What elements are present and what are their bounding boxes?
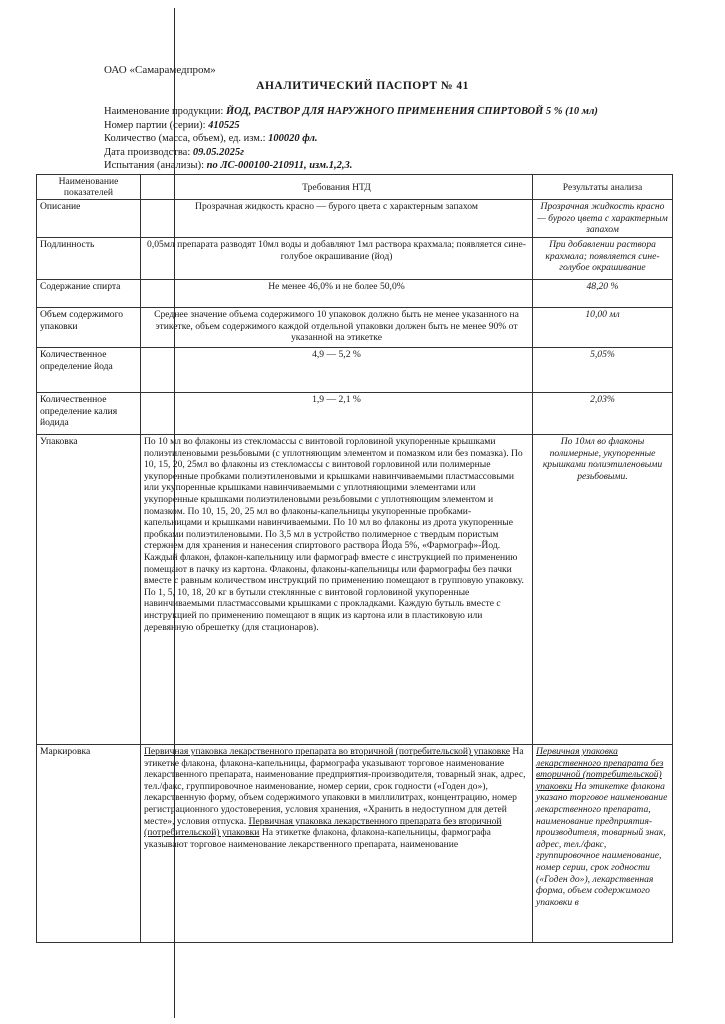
tests-value: по ЛС-000100-210911, изм.1,2,3.: [206, 160, 353, 171]
marking-result-heading: Первичная упаковка лекарственного препарата без вторичной (потребительской) упаковки: [536, 746, 664, 792]
analysis-table: [36, 174, 673, 943]
quantity-value: 100020 фл.: [268, 133, 318, 144]
col-header-results: Результаты анализа: [533, 175, 673, 200]
col-header-requirements: Требования НТД: [141, 175, 533, 200]
table-row: Маркировка Первичная упаковка лекарственного препарата во вторичной (потребительской) упаковке На этикетке флакона, флакона-капельницы, фармографа указывают торговое наименование лекарственного препарата, наименование предприятия-производителя, товарный знак, адрес, тел./факс, группировочное наименование, номер серии, срок годности («Годен до»), лекарственную форму, объем содержимого упаковки в миллилитрах, концентрацию, номер регистрационного удостоверения, условия хранения, «Хранить в недоступном для детей месте», условия отпуска. Первичная упаковка лекарственного препарата без вторичной (потребительской) упаковки На этикетке флакона, флакона-капельницы, фармографа указывают торговое наименование лекарственного препарата, наименование Первичная упаковка лекарственного препарата без вторичной (потребительской) упаковки На этикетке флакона указано торговое наименование лекарственного препарата, наименование предприятия-производителя, товарный знак, адрес, тел./факс, группировочное наименование, номер серии, срок годности («Годен до»), лекарственная форма, объем содержимого упаковки в: [37, 745, 673, 943]
product-value: ЙОД, РАСТВОР ДЛЯ НАРУЖНОГО ПРИМЕНЕНИЯ СПИРТОВОЙ 5 % (10 мл): [225, 106, 598, 117]
col-header-name: Наименование показателей: [37, 175, 141, 200]
table-row: Упаковка По 10 мл во флаконы из стекломассы с винтовой горловиной укупоренные крышками полиэтиленовыми резьбовыми (с уплотняющим элементом и помазком или без помазка). По 10, 15, 20, 25мл во флаконы из стекломассы с винтовой горловиной или полимерные укупоренные пробками полиэтиленовыми и крышками навинчиваемыми пластмассовыми или укупоренные крышками навинчиваемыми с уплотняющими элементами или укупоренные крышками полиэтиленовыми резьбовыми с уплотняющим элементом и помазком. По 10, 15, 20, 25 мл во флаконы-капельницы укупоренные пробками-капельницами и крышками навинчиваемыми. По 10 мл во флаконы из дрота укупоренные пробками полиэтиленовыми. По 3,5 мл в устройство полимерное с твердым пористым стержнем для хранения и нанесения спиртового раствора Йода 5%, «Фармограф»-Йод. Каждый флакон, флакон-капельницу или фармограф вместе с инструкцией по применению помещают в пачку из картона. Флаконы, флаконы-капельницы или фармографы без пачки вместе с равным количеством инструкций по применению помещают в групповую упаковку. По 1, 5, 10, 18, 20 кг в бутыли стеклянные с винтовой горловиной укупоренные навинчиваемыми пластмассовыми крышками с прокладками. Каждую бутыль вместе с инструкцией по применению помещают в ящик из картона или в пластиковую или деревянную обрешетку (для стационаров). По 10мл во флаконы полимерные, укупоренные крышками полиэтиленовыми резьбовыми.: [37, 435, 673, 745]
quantity-row: Количество (масса, объем), ед. изм.: 100020 фл.: [104, 133, 318, 144]
table-header-row: [37, 175, 673, 200]
marking-primary-body: На этикетке флакона, флакона-капельницы, фармографа указывают торговое наименование лекарственного препарата, наименование: [144, 827, 491, 850]
document-title: АНАЛИТИЧЕСКИЙ ПАСПОРТ № 41: [256, 80, 469, 92]
product-row: Наименование продукции: ЙОД, РАСТВОР ДЛЯ НАРУЖНОГО ПРИМЕНЕНИЯ СПИРТОВОЙ 5 % (10 мл): [104, 106, 598, 117]
document-meta: [104, 105, 598, 173]
tests-row: Испытания (анализы): по ЛС-000100-210911, изм.1,2,3.: [104, 160, 353, 171]
marking-secondary-heading: Первичная упаковка лекарственного препарата во вторичной (потребительской) упаковке: [144, 746, 510, 757]
date-row: Дата производства: 09.05.2025г: [104, 146, 245, 158]
table-row: Содержание спирта Не менее 46,0% и не более 50,0% 48,20 %: [37, 280, 673, 308]
batch-row: Номер партии (серии): 410525: [104, 119, 240, 131]
date-value: 09.05.2025г: [192, 146, 245, 158]
table-row: Количественное определение йода 4,9 — 5,2 % 5,05%: [37, 348, 673, 393]
marking-primary-heading: Первичная упаковка лекарственного препарата без вторичной (потребительской) упаковки: [144, 815, 502, 839]
marking-result-body: На этикетке флакона указано торговое наименование лекарственного препарата, наименование предприятия-производителя, товарный знак, адрес, тел./факс, группировочное наименование, номер серии, срок годности («Годен до»), лекарственная форма, объем содержимого упаковки в: [536, 780, 668, 908]
table-row: Объем содержимого упаковки Среднее значение объема содержимого 10 упаковок должно быть не менее указанного на этикетке, объем содержимого каждой отдельной упаковки должен быть не менее 90% от указанной на этикетке 10,00 мл: [37, 308, 673, 348]
batch-value: 410525: [208, 119, 240, 131]
table-row: Описание Прозрачная жидкость красно — бурого цвета с характерным запахом Прозрачная жидкость красно — бурого цвета с характерным запахом: [37, 200, 673, 238]
table-row: Подлинность 0,05мл препарата разводят 10мл воды и добавляют 1мл раствора крахмала; появляется сине-голубое окрашивание (йод) При добавлении раствора крахмала; появляется сине-голубое окрашивание: [37, 238, 673, 280]
organization-name: ОАО «Самарамедпром»: [104, 64, 216, 76]
marking-secondary-body: На этикетке флакона, флакона-капельницы, фармографа указывают торговое наименование лекарственного препарата, наименование предприятия-производителя, товарный знак, адрес, тел./факс, группировочное наименование, номер серии, срок годности («Годен до»), лекарственную форму, объем содержимого упаковки в миллилитрах, концентрацию, номер регистрационного удостоверения, условия хранения, «Хранить в недоступном для детей месте», условия отпуска.: [144, 746, 526, 827]
table-row: Количественное определение калия йодида 1,9 — 2,1 % 2,03%: [37, 393, 673, 435]
